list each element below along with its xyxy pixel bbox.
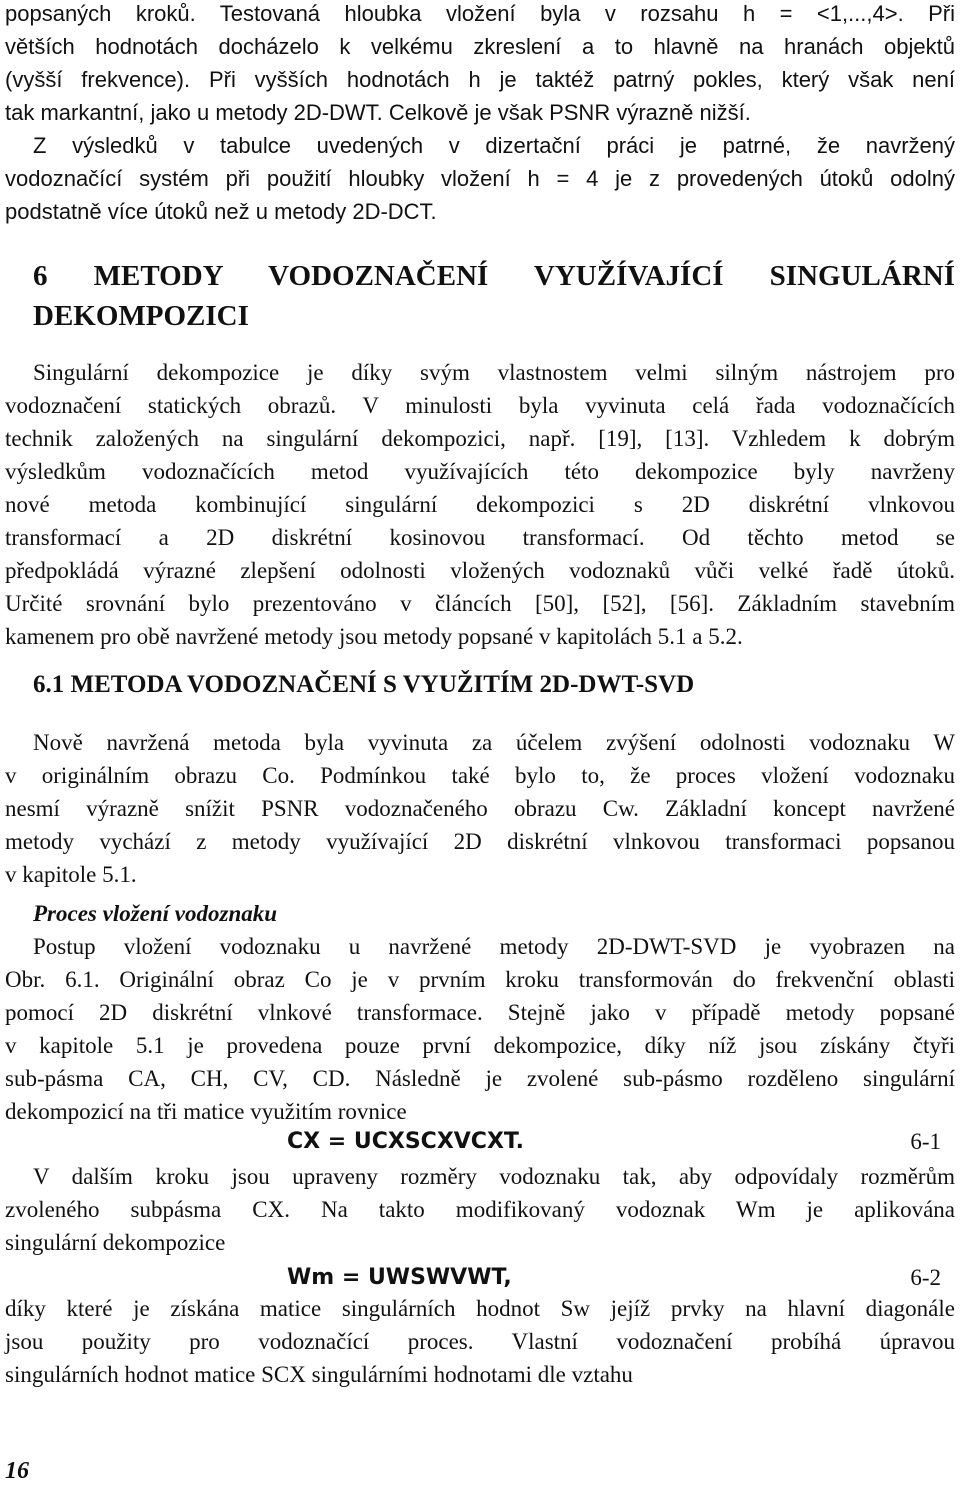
text-line: Určité srovnání bylo prezentováno v článcích [50], [52], [56]. Základním stavebním bbox=[5, 591, 955, 616]
equation-number: 6-2 bbox=[910, 1265, 941, 1290]
heading-line: DEKOMPOZICI bbox=[33, 300, 249, 332]
intro-paragraph bbox=[5, 0, 955, 228]
equation-formula: CX = UCXSCXVCXT. bbox=[287, 1129, 524, 1154]
text-line: jsou použity pro vodoznačící proces. Vlastní vodoznačení probíhá úpravou bbox=[5, 1329, 955, 1354]
text-line: v originálním obrazu Co. Podmínkou také bylo to, že proces vložení vodoznaku bbox=[5, 763, 955, 788]
text-line: metody vychází z metody využívající 2D diskrétní vlnkovou transformaci popsanou bbox=[5, 829, 955, 854]
text-line: zvoleného subpásma CX. Na takto modifikovaný vodoznak Wm je aplikována bbox=[5, 1197, 955, 1222]
equation-formula: Wm = UWSWVWT, bbox=[287, 1265, 512, 1290]
text-line: tak markantní, jako u metody 2D-DWT. Celkově je však PSNR výrazně nižší. bbox=[5, 100, 751, 125]
section-61-paragraph bbox=[5, 726, 955, 891]
text-line: popsaných kroků. Testovaná hloubka vložení byla v rozsahu h = <1,...,4>. Při bbox=[5, 1, 955, 26]
text-line: kamenem pro obě navržené metody jsou metody popsané v kapitolách 5.1 a 5.2. bbox=[5, 624, 743, 649]
heading-line: 6.1 METODA VODOZNAČENÍ S VYUŽITÍM 2D-DWT-SVD bbox=[33, 671, 695, 698]
section-heading bbox=[5, 667, 955, 703]
text-line: větších hodnotách docházelo k velkému zkreslení a to hlavně na hranách objektů bbox=[5, 34, 955, 59]
text-line: v kapitole 5.1 je provedena pouze první dekompozice, díky níž jsou získány čtyři bbox=[5, 1033, 955, 1058]
mid-paragraph bbox=[5, 1160, 955, 1259]
text-line: Nově navržená metoda byla vyvinuta za účelem zvýšení odolnosti vodoznaku W bbox=[33, 730, 955, 755]
text-line: singulárních hodnot matice SCX singulárními hodnotami dle vztahu bbox=[5, 1362, 633, 1387]
equation-number: 6-1 bbox=[910, 1129, 941, 1154]
text-line: vodoznačící systém při použití hloubky vložení h = 4 je z provedených útoků odolný bbox=[5, 166, 955, 191]
chapter-heading bbox=[5, 256, 955, 336]
end-paragraph bbox=[5, 1292, 955, 1391]
text-line: Z výsledků v tabulce uvedených v dizertační práci je patrné, že navržený bbox=[33, 133, 955, 158]
text-line: podstatně více útoků než u metody 2D-DCT. bbox=[5, 199, 437, 224]
text-line: Singulární dekompozice je díky svým vlastnostem velmi silným nástrojem pro bbox=[33, 360, 955, 385]
section-6-paragraph bbox=[5, 356, 955, 653]
heading-line: Proces vložení vodoznaku bbox=[33, 901, 278, 926]
page-number: 16 bbox=[5, 1458, 29, 1484]
text-line: výsledkům vodoznačících metod využívajících této dekompozice byly navrženy bbox=[5, 459, 955, 484]
text-line: (vyšší frekvence). Při vyšších hodnotách h je taktéž patrný pokles, který však není bbox=[5, 67, 955, 92]
text-line: předpokládá výrazné zlepšení odolnosti vložených vodoznaků vůči velké řadě útoků. bbox=[5, 558, 955, 583]
text-line: nové metoda kombinující singulární dekompozici s 2D diskrétní vlnkovou bbox=[5, 492, 955, 517]
heading-line: 6 METODY VODOZNAČENÍ VYUŽÍVAJÍCÍ SINGULÁRNÍ bbox=[33, 260, 955, 292]
text-line: Postup vložení vodoznaku u navržené metody 2D-DWT-SVD je vyobrazen na bbox=[33, 934, 955, 959]
text-line: díky které je získána matice singulárních hodnot Sw jejíž prvky na hlavní diagonále bbox=[5, 1296, 955, 1321]
text-line: pomocí 2D diskrétní vlnkové transformace. Stejně jako v případě metody popsané bbox=[5, 1000, 955, 1025]
text-line: technik založených na singulární dekompozici, např. [19], [13]. Vzhledem k dobrým bbox=[5, 426, 955, 451]
text-line: transformací a 2D diskrétní kosinovou transformací. Od těchto metod se bbox=[5, 525, 955, 550]
text-line: vodoznačení statických obrazů. V minulosti byla vyvinuta celá řada vodoznačících bbox=[5, 393, 955, 418]
subsection-heading bbox=[5, 897, 955, 930]
text-line: nesmí výrazně snížit PSNR vodoznačeného obrazu Cw. Základní koncept navržené bbox=[5, 796, 955, 821]
text-line: singulární dekompozice bbox=[5, 1230, 226, 1255]
text-line: sub-pásma CA, CH, CV, CD. Následně je zvolené sub-pásmo rozděleno singulární bbox=[5, 1066, 955, 1091]
text-line: V dalším kroku jsou upraveny rozměry vodoznaku tak, aby odpovídaly rozměrům bbox=[33, 1164, 955, 1189]
text-line: dekompozicí na tři matice využitím rovnice bbox=[5, 1099, 407, 1124]
proces-paragraph bbox=[5, 930, 955, 1128]
text-line: Obr. 6.1. Originální obraz Co je v prvním kroku transformován do frekvenční oblasti bbox=[5, 967, 955, 992]
text-line: v kapitole 5.1. bbox=[5, 862, 137, 887]
